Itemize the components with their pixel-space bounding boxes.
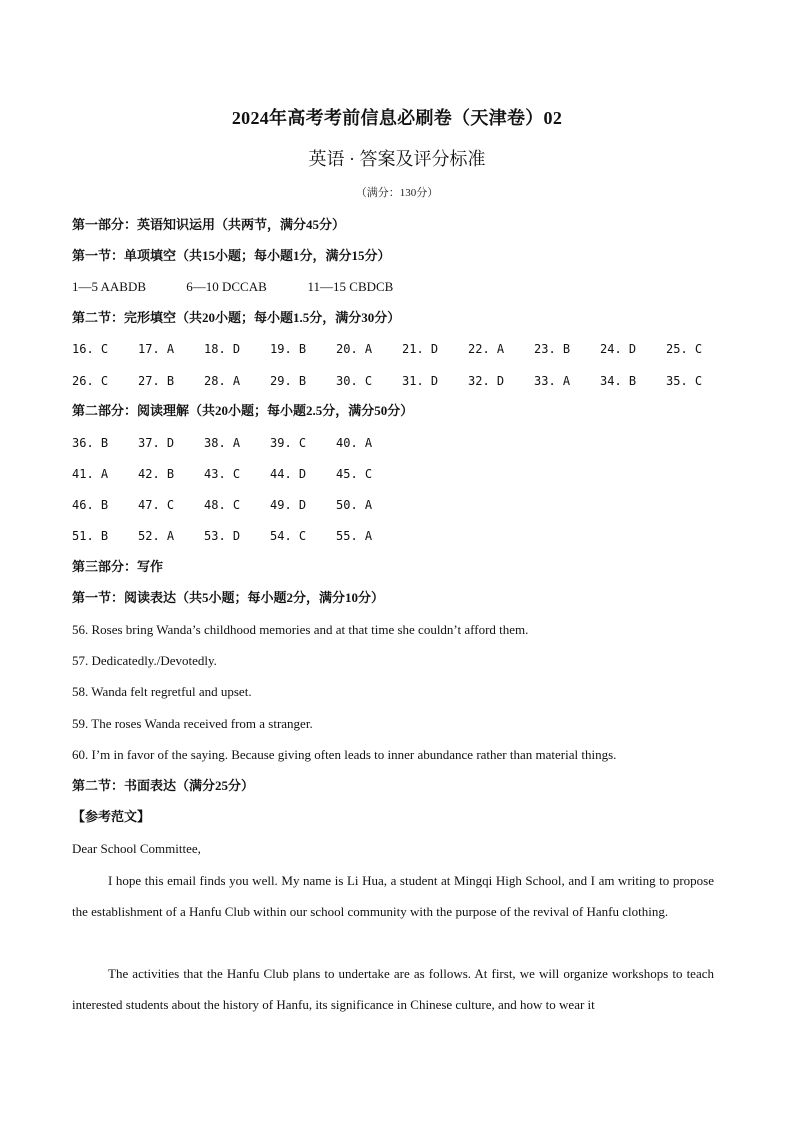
reading-expression-answer: 58. Wanda felt regretful and upset. bbox=[72, 684, 252, 699]
answer-item: 42. B bbox=[138, 467, 175, 481]
reading-expression-answer: 56. Roses bring Wanda’s childhood memories and at that time she couldn’t afford them. bbox=[72, 622, 529, 637]
cloze-answers-row-2 bbox=[72, 372, 732, 390]
page-subtitle: 英语 · 答案及评分标准 bbox=[308, 149, 486, 169]
answer-item: 40. A bbox=[336, 436, 373, 450]
essay-paragraph-2: The activities that the Hanfu Club plans to undertake are as follows. At first, we will organize workshops to teach interested students about the history of Hanfu, its significance in Chinese culture, and how to wear it bbox=[72, 966, 714, 1012]
part3-section1-heading: 第一节：阅读表达（共5小题；每小题2分，满分10分） bbox=[72, 590, 385, 605]
answer-item: 26. C bbox=[72, 374, 109, 388]
answer-item: 19. B bbox=[270, 342, 307, 356]
answer-item: 16. C bbox=[72, 342, 109, 356]
answer-item: 54. C bbox=[270, 529, 307, 543]
answer-group: 6—10 DCCAB bbox=[186, 279, 267, 294]
answer-item: 17. A bbox=[138, 342, 175, 356]
sample-essay-label: 【参考范文】 bbox=[72, 809, 151, 824]
answer-item: 53. D bbox=[204, 529, 241, 543]
part2-heading: 第二部分：阅读理解（共20小题；每小题2.5分，满分50分） bbox=[72, 403, 414, 418]
reading-expression-answer: 59. The roses Wanda received from a stranger. bbox=[72, 716, 313, 731]
answer-item: 46. B bbox=[72, 498, 109, 512]
reading-answers-row-2 bbox=[72, 465, 402, 483]
part3-section2-heading: 第二节：书面表达（满分25分） bbox=[72, 778, 255, 793]
answer-item: 18. D bbox=[204, 342, 241, 356]
answer-item: 35. C bbox=[666, 374, 703, 388]
answer-item: 22. A bbox=[468, 342, 505, 356]
answer-item: 31. D bbox=[402, 374, 439, 388]
answer-item: 49. D bbox=[270, 498, 307, 512]
letter-salutation: Dear School Committee, bbox=[72, 841, 201, 856]
single-choice-answers bbox=[72, 278, 393, 296]
answer-item: 43. C bbox=[204, 467, 241, 481]
answer-item: 32. D bbox=[468, 374, 505, 388]
part1-section1-heading: 第一节：单项填空（共15小题；每小题1分，满分15分） bbox=[72, 248, 391, 263]
answer-item: 38. A bbox=[204, 436, 241, 450]
answer-item: 55. A bbox=[336, 529, 373, 543]
answer-item: 52. A bbox=[138, 529, 175, 543]
answer-item: 25. C bbox=[666, 342, 703, 356]
answer-item: 28. A bbox=[204, 374, 241, 388]
answer-item: 29. B bbox=[270, 374, 307, 388]
answer-group: 11—15 CBDCB bbox=[307, 279, 394, 294]
answer-item: 51. B bbox=[72, 529, 109, 543]
answer-item: 39. C bbox=[270, 436, 307, 450]
answer-item: 23. B bbox=[534, 342, 571, 356]
answer-item: 27. B bbox=[138, 374, 175, 388]
answer-item: 44. D bbox=[270, 467, 307, 481]
cloze-answers-row-1 bbox=[72, 340, 732, 358]
reading-expression-answer: 60. I’m in favor of the saying. Because giving often leads to inner abundance rather than material things. bbox=[72, 747, 617, 762]
full-score-note: （满分：130分） bbox=[355, 187, 439, 199]
answer-item: 36. B bbox=[72, 436, 109, 450]
answer-item: 45. C bbox=[336, 467, 373, 481]
answer-item: 21. D bbox=[402, 342, 439, 356]
answer-item: 34. B bbox=[600, 374, 637, 388]
answer-item: 24. D bbox=[600, 342, 637, 356]
reading-answers-row-1 bbox=[72, 434, 402, 452]
answer-group: 1—5 AABDB bbox=[72, 279, 147, 294]
answer-item: 50. A bbox=[336, 498, 373, 512]
reading-answers-row-4 bbox=[72, 527, 402, 545]
reading-expression-answer: 57. Dedicatedly./Devotedly. bbox=[72, 653, 217, 668]
reading-answers-row-3 bbox=[72, 496, 402, 514]
answer-item: 37. D bbox=[138, 436, 175, 450]
part3-heading: 第三部分：写作 bbox=[72, 559, 164, 574]
part1-heading: 第一部分：英语知识运用（共两节，满分45分） bbox=[72, 217, 346, 232]
page-title: 2024年高考考前信息必刷卷（天津卷）02 bbox=[231, 108, 563, 128]
essay-paragraph-1: I hope this email finds you well. My name is Li Hua, a student at Mingqi High School, and I am writing to propose the establishment of a Hanfu Club within our school community with the purpose of the revival of Hanfu clothing. bbox=[72, 873, 714, 919]
answer-item: 20. A bbox=[336, 342, 373, 356]
answer-item: 41. A bbox=[72, 467, 109, 481]
answer-item: 48. C bbox=[204, 498, 241, 512]
answer-item: 47. C bbox=[138, 498, 175, 512]
answer-item: 30. C bbox=[336, 374, 373, 388]
part1-section2-heading: 第二节：完形填空（共20小题；每小题1.5分，满分30分） bbox=[72, 310, 401, 325]
answer-item: 33. A bbox=[534, 374, 571, 388]
